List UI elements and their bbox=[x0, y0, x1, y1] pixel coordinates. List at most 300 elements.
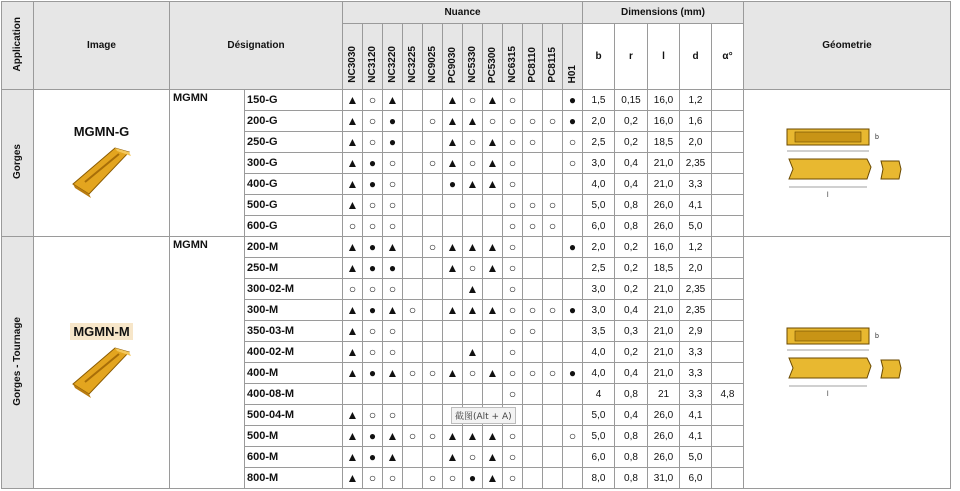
grade-availability-cell bbox=[423, 195, 443, 216]
grade-availability-cell: ▲ bbox=[343, 447, 363, 468]
grade-availability-cell: ○ bbox=[383, 405, 403, 426]
dimension-value: 5,0 bbox=[583, 195, 615, 216]
grade-availability-cell bbox=[563, 279, 583, 300]
grade-availability-cell: ● bbox=[383, 258, 403, 279]
grade-availability-cell: ○ bbox=[543, 111, 563, 132]
dimension-value: 3,3 bbox=[680, 174, 712, 195]
designation-code: 600-G bbox=[245, 216, 343, 237]
grade-availability-cell: ▲ bbox=[483, 90, 503, 111]
grade-availability-cell: ● bbox=[363, 258, 383, 279]
grade-availability-cell: ○ bbox=[463, 153, 483, 174]
grade-availability-cell: ▲ bbox=[383, 300, 403, 321]
grade-availability-cell: ▲ bbox=[383, 90, 403, 111]
grade-availability-cell: ● bbox=[563, 111, 583, 132]
designation-code: 600-M bbox=[245, 447, 343, 468]
dimension-value: 3,5 bbox=[583, 321, 615, 342]
grade-availability-cell: ● bbox=[563, 90, 583, 111]
grade-availability-cell: ○ bbox=[443, 468, 463, 489]
grade-availability-cell bbox=[543, 321, 563, 342]
grade-header: NC5330 bbox=[463, 24, 483, 90]
grade-availability-cell bbox=[443, 195, 463, 216]
designation-code: 300-02-M bbox=[245, 279, 343, 300]
dimension-value bbox=[712, 90, 744, 111]
dimension-value: 2,35 bbox=[680, 153, 712, 174]
grade-availability-cell bbox=[523, 447, 543, 468]
dimension-value: 5,0 bbox=[680, 216, 712, 237]
svg-text:b: b bbox=[875, 333, 879, 340]
grade-availability-cell bbox=[543, 405, 563, 426]
grade-availability-cell: ○ bbox=[383, 216, 403, 237]
grade-availability-cell bbox=[403, 90, 423, 111]
grade-availability-cell: ○ bbox=[383, 342, 403, 363]
image-header: Image bbox=[34, 2, 170, 90]
grade-availability-cell bbox=[523, 468, 543, 489]
dimension-value: 0,8 bbox=[615, 195, 648, 216]
grade-availability-cell: ▲ bbox=[483, 237, 503, 258]
grade-header: NC3225 bbox=[403, 24, 423, 90]
grade-availability-cell bbox=[403, 195, 423, 216]
grade-availability-cell bbox=[483, 321, 503, 342]
grade-availability-cell: ○ bbox=[363, 90, 383, 111]
dimension-value bbox=[712, 216, 744, 237]
grade-availability-cell: ● bbox=[363, 174, 383, 195]
svg-text:b: b bbox=[875, 133, 879, 141]
grade-availability-cell: ▲ bbox=[343, 90, 363, 111]
dimension-value bbox=[712, 195, 744, 216]
dimension-value: 3,0 bbox=[583, 300, 615, 321]
grade-availability-cell: ○ bbox=[383, 195, 403, 216]
grade-header: NC3120 bbox=[363, 24, 383, 90]
grade-availability-cell: ● bbox=[363, 447, 383, 468]
grade-availability-cell: ○ bbox=[503, 111, 523, 132]
dimension-value: 21 bbox=[648, 384, 680, 405]
grade-availability-cell bbox=[483, 384, 503, 405]
grade-availability-cell: ○ bbox=[503, 300, 523, 321]
dimension-value bbox=[712, 363, 744, 384]
dimension-value bbox=[712, 174, 744, 195]
designation-code: 500-04-M bbox=[245, 405, 343, 426]
grade-availability-cell: ▲ bbox=[343, 195, 363, 216]
grade-availability-cell bbox=[423, 321, 443, 342]
grade-header: PC5300 bbox=[483, 24, 503, 90]
grade-availability-cell: ▲ bbox=[443, 132, 463, 153]
dimension-value bbox=[712, 132, 744, 153]
grade-availability-cell: ▲ bbox=[343, 405, 363, 426]
screenshot-tooltip: 截图(Alt + A) bbox=[451, 407, 516, 424]
grade-availability-cell bbox=[543, 426, 563, 447]
grade-availability-cell: ▲ bbox=[463, 279, 483, 300]
dimension-value: 4,1 bbox=[680, 405, 712, 426]
dimension-value: 2,0 bbox=[680, 132, 712, 153]
grade-availability-cell: ▲ bbox=[463, 174, 483, 195]
grade-availability-cell: ○ bbox=[363, 216, 383, 237]
dimension-value: 18,5 bbox=[648, 258, 680, 279]
dimension-value: 0,8 bbox=[615, 447, 648, 468]
grade-availability-cell: ○ bbox=[383, 279, 403, 300]
grade-header: NC9025 bbox=[423, 24, 443, 90]
designation-code: 150-G bbox=[245, 90, 343, 111]
grade-availability-cell: ▲ bbox=[443, 258, 463, 279]
dimension-value: 2,0 bbox=[583, 111, 615, 132]
grade-availability-cell: ○ bbox=[523, 300, 543, 321]
dimension-value: 0,2 bbox=[615, 132, 648, 153]
dimension-value: 0,2 bbox=[615, 237, 648, 258]
grade-availability-cell bbox=[403, 468, 423, 489]
grade-availability-cell: ○ bbox=[503, 342, 523, 363]
grade-availability-cell bbox=[543, 342, 563, 363]
grade-availability-cell: ○ bbox=[363, 132, 383, 153]
grade-availability-cell bbox=[543, 279, 563, 300]
insert-image-label: MGMN-G bbox=[73, 124, 130, 139]
dimension-value: 0,4 bbox=[615, 153, 648, 174]
grade-availability-cell: ▲ bbox=[343, 132, 363, 153]
designation-code: 500-M bbox=[245, 426, 343, 447]
dimension-value: 26,0 bbox=[648, 195, 680, 216]
grade-availability-cell bbox=[423, 342, 443, 363]
dimension-value: 4,0 bbox=[583, 342, 615, 363]
grade-availability-cell bbox=[403, 111, 423, 132]
grade-availability-cell: ○ bbox=[523, 363, 543, 384]
dimension-value: 2,5 bbox=[583, 258, 615, 279]
grade-availability-cell bbox=[523, 384, 543, 405]
grade-availability-cell: ○ bbox=[383, 174, 403, 195]
svg-text:l: l bbox=[827, 391, 829, 398]
grade-availability-cell: ● bbox=[363, 363, 383, 384]
grade-availability-cell: ▲ bbox=[343, 153, 363, 174]
dimension-value: 6,0 bbox=[583, 216, 615, 237]
grade-availability-cell: ▲ bbox=[463, 111, 483, 132]
designation-code: 800-M bbox=[245, 468, 343, 489]
designation-code: 200-G bbox=[245, 111, 343, 132]
grade-availability-cell bbox=[423, 279, 443, 300]
dimension-value: 4,0 bbox=[583, 174, 615, 195]
grade-availability-cell: ▲ bbox=[343, 111, 363, 132]
dimension-value: 0,4 bbox=[615, 174, 648, 195]
dimension-value: 21,0 bbox=[648, 321, 680, 342]
dimension-value: 31,0 bbox=[648, 468, 680, 489]
grade-availability-cell: ○ bbox=[463, 447, 483, 468]
grade-availability-cell bbox=[523, 174, 543, 195]
grade-availability-cell: ○ bbox=[463, 363, 483, 384]
grade-availability-cell bbox=[403, 216, 423, 237]
dimension-value: 0,2 bbox=[615, 258, 648, 279]
grade-availability-cell: ○ bbox=[503, 90, 523, 111]
dimension-value: 3,3 bbox=[680, 363, 712, 384]
dimension-value: 1,6 bbox=[680, 111, 712, 132]
dimension-value: 16,0 bbox=[648, 111, 680, 132]
grade-availability-cell bbox=[403, 132, 423, 153]
grade-availability-cell: ▲ bbox=[343, 426, 363, 447]
grade-availability-cell bbox=[443, 321, 463, 342]
grade-availability-cell bbox=[403, 447, 423, 468]
grade-availability-cell: ▲ bbox=[383, 426, 403, 447]
grade-availability-cell bbox=[543, 174, 563, 195]
dimension-value: 0,2 bbox=[615, 111, 648, 132]
dimension-value: 26,0 bbox=[648, 405, 680, 426]
nuance-header: Nuance bbox=[343, 2, 583, 24]
dimension-value: 5,0 bbox=[583, 426, 615, 447]
grade-availability-cell bbox=[403, 258, 423, 279]
grade-availability-cell: ○ bbox=[483, 111, 503, 132]
grade-availability-cell bbox=[403, 153, 423, 174]
grade-availability-cell: ○ bbox=[403, 426, 423, 447]
grade-availability-cell bbox=[543, 384, 563, 405]
dimension-value: 4,1 bbox=[680, 195, 712, 216]
grade-availability-cell: ○ bbox=[463, 258, 483, 279]
grade-availability-cell: ○ bbox=[523, 321, 543, 342]
geometry-cell bbox=[744, 237, 951, 489]
grade-availability-cell: ● bbox=[383, 111, 403, 132]
grade-availability-cell: ○ bbox=[503, 384, 523, 405]
grade-availability-cell: ▲ bbox=[463, 237, 483, 258]
grade-availability-cell: ▲ bbox=[443, 111, 463, 132]
grade-availability-cell bbox=[423, 174, 443, 195]
grade-availability-cell bbox=[523, 426, 543, 447]
grade-availability-cell: ▲ bbox=[443, 237, 463, 258]
dimension-value: 2,0 bbox=[680, 258, 712, 279]
dimension-value bbox=[712, 447, 744, 468]
dimension-value: 0,4 bbox=[615, 363, 648, 384]
grade-availability-cell: ○ bbox=[543, 216, 563, 237]
grade-availability-cell bbox=[523, 237, 543, 258]
grade-availability-cell: ● bbox=[383, 132, 403, 153]
geometry-drawing-icon bbox=[783, 322, 911, 400]
dimension-header: α° bbox=[712, 24, 744, 90]
grade-availability-cell bbox=[363, 384, 383, 405]
grade-availability-cell bbox=[563, 405, 583, 426]
grade-availability-cell: ○ bbox=[423, 426, 443, 447]
grade-availability-cell: ○ bbox=[543, 300, 563, 321]
insert-image-cell bbox=[34, 90, 170, 237]
grade-availability-cell: ▲ bbox=[343, 237, 363, 258]
dimension-value bbox=[712, 279, 744, 300]
dimension-value bbox=[712, 321, 744, 342]
grade-availability-cell bbox=[463, 321, 483, 342]
dimension-value: 4,8 bbox=[712, 384, 744, 405]
geometry-drawing-icon bbox=[783, 123, 911, 201]
grade-availability-cell bbox=[563, 321, 583, 342]
grade-availability-cell: ▲ bbox=[463, 426, 483, 447]
designation-code: 500-G bbox=[245, 195, 343, 216]
designation-header: Désignation bbox=[170, 2, 343, 90]
dimension-value bbox=[712, 468, 744, 489]
dimension-value bbox=[712, 300, 744, 321]
dimension-value: 21,0 bbox=[648, 363, 680, 384]
geometry-header: Géometrie bbox=[744, 2, 951, 90]
grade-header: NC3220 bbox=[383, 24, 403, 90]
dimension-header: d bbox=[680, 24, 712, 90]
grade-availability-cell: ▲ bbox=[443, 153, 463, 174]
application-cell: Gorges bbox=[2, 90, 34, 237]
dimension-header: l bbox=[648, 24, 680, 90]
dimension-value: 2,35 bbox=[680, 300, 712, 321]
grade-availability-cell: ○ bbox=[363, 279, 383, 300]
grade-availability-cell bbox=[523, 342, 543, 363]
dimension-value: 8,0 bbox=[583, 468, 615, 489]
family-cell: MGMN bbox=[170, 90, 245, 237]
grade-availability-cell: ○ bbox=[363, 111, 383, 132]
grade-availability-cell: ● bbox=[463, 468, 483, 489]
grade-availability-cell bbox=[403, 405, 423, 426]
grade-availability-cell: ○ bbox=[463, 90, 483, 111]
dimension-value: 4,1 bbox=[680, 426, 712, 447]
grade-availability-cell: ● bbox=[363, 153, 383, 174]
grade-availability-cell bbox=[523, 405, 543, 426]
grade-availability-cell bbox=[563, 447, 583, 468]
grade-availability-cell: ▲ bbox=[483, 468, 503, 489]
grade-availability-cell bbox=[403, 342, 423, 363]
designation-code: 300-M bbox=[245, 300, 343, 321]
grade-availability-cell bbox=[523, 90, 543, 111]
dimension-header: b bbox=[583, 24, 615, 90]
application-cell: Gorges - Tournage bbox=[2, 237, 34, 489]
grade-availability-cell: ○ bbox=[343, 279, 363, 300]
table-row bbox=[2, 90, 951, 111]
dimension-value: 3,0 bbox=[583, 279, 615, 300]
grade-availability-cell: ○ bbox=[503, 153, 523, 174]
grade-availability-cell: ▲ bbox=[343, 342, 363, 363]
grade-availability-cell: ● bbox=[563, 237, 583, 258]
dimension-value: 21,0 bbox=[648, 174, 680, 195]
grade-availability-cell: ▲ bbox=[383, 447, 403, 468]
grade-availability-cell: ○ bbox=[503, 195, 523, 216]
grade-availability-cell: ○ bbox=[543, 363, 563, 384]
grade-availability-cell bbox=[423, 447, 443, 468]
grade-availability-cell: ○ bbox=[503, 237, 523, 258]
grade-availability-cell: ▲ bbox=[343, 363, 363, 384]
grade-availability-cell bbox=[563, 258, 583, 279]
grade-availability-cell bbox=[443, 342, 463, 363]
grade-availability-cell: ○ bbox=[363, 468, 383, 489]
grade-availability-cell bbox=[383, 384, 403, 405]
dimension-value: 16,0 bbox=[648, 237, 680, 258]
grade-availability-cell: ○ bbox=[363, 321, 383, 342]
grade-availability-cell: ○ bbox=[523, 132, 543, 153]
dimension-value: 4 bbox=[583, 384, 615, 405]
insert-image-label: MGMN-M bbox=[70, 323, 132, 340]
dimension-value bbox=[712, 405, 744, 426]
dimension-value: 0,8 bbox=[615, 426, 648, 447]
grade-availability-cell bbox=[483, 195, 503, 216]
grade-availability-cell: ● bbox=[363, 237, 383, 258]
insert-photo-icon bbox=[67, 340, 137, 400]
grade-availability-cell: ○ bbox=[503, 426, 523, 447]
grade-availability-cell bbox=[563, 195, 583, 216]
dimension-value: 4,0 bbox=[583, 363, 615, 384]
grade-availability-cell: ▲ bbox=[383, 363, 403, 384]
grade-availability-cell: ▲ bbox=[443, 426, 463, 447]
dimension-value: 0,8 bbox=[615, 468, 648, 489]
grade-availability-cell: ○ bbox=[363, 195, 383, 216]
insert-photo-icon bbox=[67, 140, 137, 200]
dimension-value: 0,3 bbox=[615, 321, 648, 342]
grade-availability-cell bbox=[543, 153, 563, 174]
grade-availability-cell: ○ bbox=[423, 153, 443, 174]
grade-availability-cell: ○ bbox=[343, 216, 363, 237]
grade-availability-cell: ○ bbox=[563, 153, 583, 174]
grade-availability-cell bbox=[403, 279, 423, 300]
grade-availability-cell: ▲ bbox=[443, 363, 463, 384]
grade-availability-cell: ● bbox=[443, 174, 463, 195]
dimension-value bbox=[712, 111, 744, 132]
dimension-value: 0,8 bbox=[615, 384, 648, 405]
grade-availability-cell bbox=[403, 384, 423, 405]
grade-availability-cell: ○ bbox=[543, 195, 563, 216]
dimension-value: 0,15 bbox=[615, 90, 648, 111]
grade-availability-cell bbox=[483, 279, 503, 300]
grade-availability-cell bbox=[543, 468, 563, 489]
grade-availability-cell: ○ bbox=[523, 195, 543, 216]
grade-availability-cell: ▲ bbox=[343, 174, 363, 195]
designation-code: 300-G bbox=[245, 153, 343, 174]
grade-availability-cell bbox=[483, 342, 503, 363]
grade-availability-cell: ○ bbox=[503, 321, 523, 342]
dimension-value: 0,2 bbox=[615, 342, 648, 363]
grade-availability-cell bbox=[543, 237, 563, 258]
grade-availability-cell: ▲ bbox=[483, 174, 503, 195]
grade-availability-cell bbox=[403, 321, 423, 342]
svg-text:l: l bbox=[827, 191, 829, 199]
grade-availability-cell: ▲ bbox=[483, 447, 503, 468]
grade-availability-cell bbox=[523, 153, 543, 174]
grade-availability-cell bbox=[563, 342, 583, 363]
dimension-value: 16,0 bbox=[648, 90, 680, 111]
designation-code: 400-M bbox=[245, 363, 343, 384]
grade-availability-cell: ○ bbox=[403, 300, 423, 321]
dimension-value: 2,35 bbox=[680, 279, 712, 300]
designation-code: 200-M bbox=[245, 237, 343, 258]
grade-availability-cell: ▲ bbox=[463, 300, 483, 321]
grade-availability-cell: ▲ bbox=[483, 363, 503, 384]
grade-availability-cell: ○ bbox=[383, 468, 403, 489]
grade-availability-cell bbox=[403, 174, 423, 195]
grade-availability-cell: ○ bbox=[563, 426, 583, 447]
dimension-value: 6,0 bbox=[583, 447, 615, 468]
dimension-value: 2,9 bbox=[680, 321, 712, 342]
dimension-value: 1,2 bbox=[680, 237, 712, 258]
grade-availability-cell: ○ bbox=[363, 342, 383, 363]
dimension-value bbox=[712, 153, 744, 174]
grade-availability-cell bbox=[523, 258, 543, 279]
dimension-value: 26,0 bbox=[648, 216, 680, 237]
dimension-value: 3,3 bbox=[680, 342, 712, 363]
dimension-value: 3,3 bbox=[680, 384, 712, 405]
designation-code: 400-08-M bbox=[245, 384, 343, 405]
grade-availability-cell: ▲ bbox=[443, 300, 463, 321]
dimension-value: 26,0 bbox=[648, 447, 680, 468]
grade-availability-cell bbox=[543, 258, 563, 279]
grade-availability-cell bbox=[563, 174, 583, 195]
dimension-value: 1,5 bbox=[583, 90, 615, 111]
dimension-value: 6,0 bbox=[680, 468, 712, 489]
grade-header: PC8110 bbox=[523, 24, 543, 90]
dimension-value: 21,0 bbox=[648, 300, 680, 321]
dimension-value: 26,0 bbox=[648, 426, 680, 447]
grade-availability-cell bbox=[423, 405, 443, 426]
dimension-value: 2,0 bbox=[583, 237, 615, 258]
grade-availability-cell: ▲ bbox=[483, 426, 503, 447]
grade-availability-cell bbox=[563, 468, 583, 489]
grade-availability-cell bbox=[543, 90, 563, 111]
grade-availability-cell bbox=[423, 384, 443, 405]
dimension-value: 21,0 bbox=[648, 342, 680, 363]
family-cell: MGMN bbox=[170, 237, 245, 489]
designation-code: 250-G bbox=[245, 132, 343, 153]
grade-availability-cell: ▲ bbox=[343, 258, 363, 279]
grade-availability-cell bbox=[483, 216, 503, 237]
dimension-value bbox=[712, 237, 744, 258]
grade-availability-cell: ▲ bbox=[483, 132, 503, 153]
